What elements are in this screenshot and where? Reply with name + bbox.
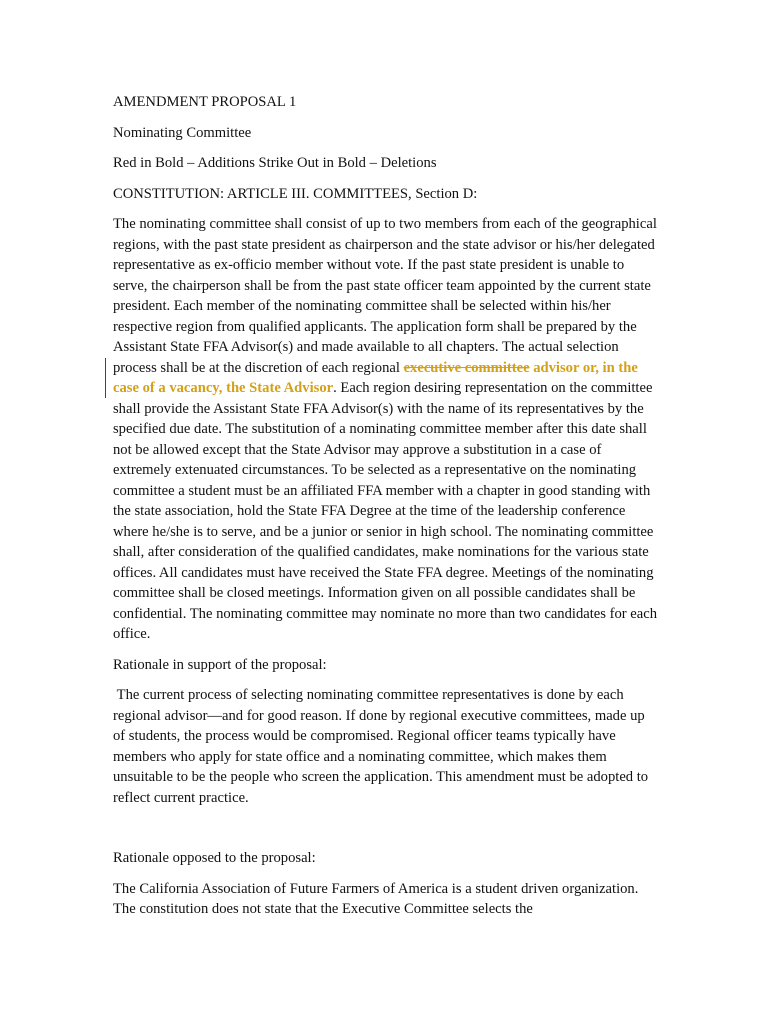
rationale-opposed-heading: Rationale opposed to the proposal: (113, 850, 316, 866)
document-page (113, 92, 658, 930)
body-text-part2: . Each region desiring representation on the committee shall provide the Assistant State FFA Advisor(s) with the name of its representatives by the specified due date. The substitution of a nominating committee member after this date shall not be allowed except that the State Advisor may approve a substitution in a case of extremely extenuated circumstances. To be selected as a representative on the nominating committee a student must be an affiliated FFA member with a chapter in good standing with the state association, hold the State FFA Degree at the time of the leadership conference where he/she is to serve, and be a junior or senior in high school. The nominating committee shall, after consideration of the qualified candidates, make nominations for the various state offices. All candidates must have received the State FFA degree. Meetings of the nominating committee shall be closed meetings. Information given on all possible candidates shall be confidential. The nominating committee may nominate no more than two candidates for each office. (113, 380, 657, 642)
amendment-body (113, 214, 658, 645)
body-text-part1: The nominating committee shall consist of up to two members from each of the geographical regions, with the past state president as chairperson and the state advisor or his/her delegated representative as ex-officio member without vote. If the past state president is unable to serve, the chairperson shall be from the past state officer team appointed by the current state president. Each member of the nominating committee shall be selected within his/her respective region from qualified applicants. The application form shall be prepared by the Assistant State FFA Advisor(s) and made available to all chapters. The actual selection process shall be at the discretion of each regional (113, 216, 657, 376)
document-title: AMENDMENT PROPOSAL 1 (113, 94, 297, 110)
rationale-opposed-text: The California Association of Future Farmers of America is a student driven organization. The constitution does not state that the Executive Committee selects the (113, 880, 639, 917)
added-text: advisor or, in the case of a vacancy, the State Advisor (113, 359, 638, 396)
revision-legend: Red in Bold – Additions Strike Out in Bold – Deletions (113, 155, 437, 171)
section-heading: CONSTITUTION: ARTICLE III. COMMITTEES, Section D: (113, 185, 478, 202)
document-subtitle: Nominating Committee (113, 124, 252, 141)
revision-change-bar (105, 358, 106, 398)
deleted-text: executive committee (403, 359, 530, 376)
paragraph-spacer (113, 818, 658, 848)
rationale-support-text: The current process of selecting nominating committee representatives is done by each regional advisor—and for good reason. If done by regional executive committees, made up of students, the process would be compromised. Regional officer teams typically have members who apply for state office and a nominating committee, which makes them unsuitable to be the people who screen the application. This amendment must be adopted to reflect current practice. (113, 687, 652, 806)
rationale-support-heading: Rationale in support of the proposal: (113, 656, 327, 673)
